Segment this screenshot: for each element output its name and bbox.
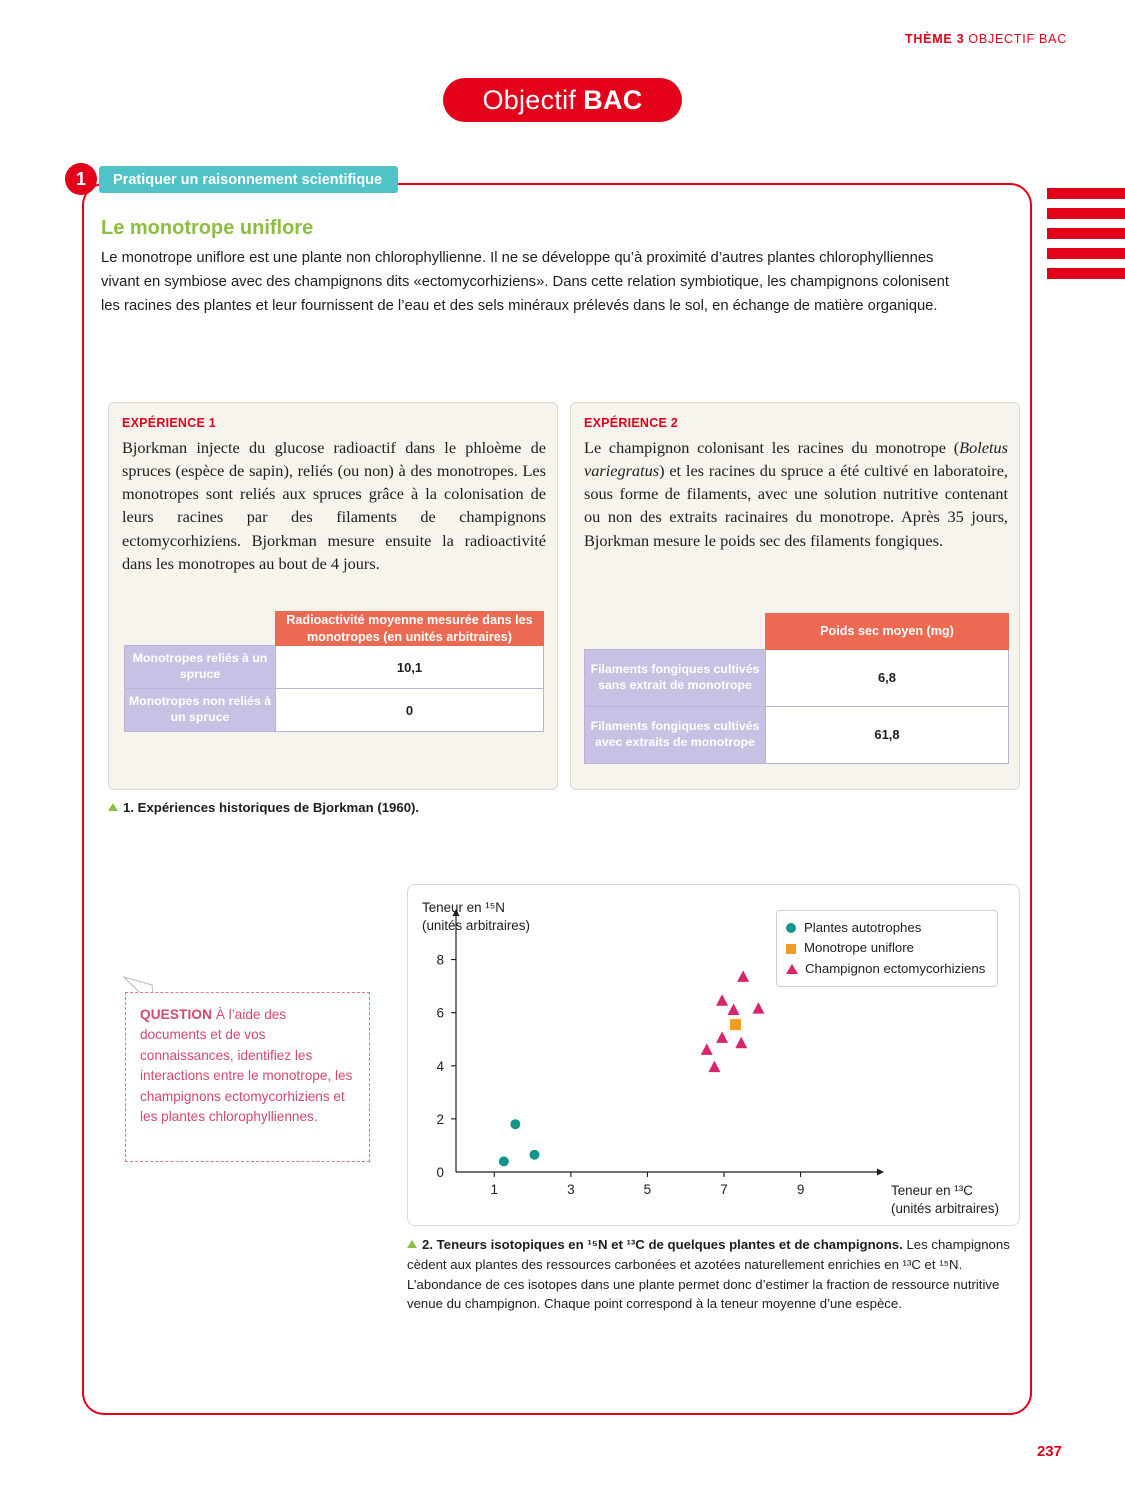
chart-x-axis-label-line2: (unités arbitraires) xyxy=(891,1201,999,1217)
table2-row2-label: Filaments fongiques cultivés avec extraits de monotrope xyxy=(585,706,766,763)
chart-y-axis-label-line2: (unités arbitraires) xyxy=(422,918,530,934)
table-row xyxy=(125,646,544,689)
svg-text:5: 5 xyxy=(643,1182,652,1197)
svg-text:0: 0 xyxy=(436,1165,444,1180)
chart-x-axis-label-line1: Teneur en ¹³C xyxy=(891,1183,973,1198)
svg-text:4: 4 xyxy=(436,1058,444,1074)
experience-2-box xyxy=(570,402,1020,790)
table1-header: Radioactivité moyenne mesurée dans les monotropes (en unités arbitraires) xyxy=(276,612,544,646)
figure-2-caption xyxy=(407,1235,1020,1314)
figure-2-caption-text: Les champignons cèdent aux plantes des ressources carbonées et azotées naturellement enrichies en ¹³C et ¹⁵N. L’abondance de ces isotopes dans une plante permet donc d’estimer la fraction de ressource nutritive venue du champignon. Chaque point correspond à la teneur moyenne d’une espèce. xyxy=(407,1237,1010,1312)
chart-y-axis-label-line1: Teneur en ¹⁵N xyxy=(422,900,505,915)
experience-2-label: EXPÉRIENCE 2 xyxy=(584,416,679,430)
table-row xyxy=(585,649,1009,706)
svg-text:1: 1 xyxy=(490,1182,499,1197)
svg-text:9: 9 xyxy=(796,1182,805,1197)
table2-header: Poids sec moyen (mg) xyxy=(766,614,1009,650)
chart-plot-area xyxy=(408,885,1019,1225)
page-header xyxy=(905,32,1067,46)
question-keyword: QUESTION xyxy=(140,1007,213,1022)
legend-label-champignon: Champignon ectomycorhiziens xyxy=(805,960,986,976)
header-objective: OBJECTIF BAC xyxy=(968,32,1067,46)
experience-2-text-before: Le champignon colonisant les racines du monotrope ( xyxy=(584,438,960,457)
header-theme: THÈME 3 xyxy=(904,32,965,46)
svg-text:6: 6 xyxy=(436,1005,444,1021)
section-title: Le monotrope uniflore xyxy=(101,217,314,239)
experience-2-text xyxy=(584,436,1008,552)
intro-paragraph: Le monotrope uniflore est une plante non chlorophyllienne. Il ne se développe qu’à proximité d’autres plantes chlorophylliennes vivant en symbiose avec des champignons dits «ectomycorhiziens». Dans cette relation symbiotique, les champignons colonisent les racines des plantes et leur fournissent de l’eau et des sels minéraux prélevés dans le sol, en échange de matière organique. xyxy=(101,250,949,314)
experience-2-table xyxy=(584,613,1009,764)
decorative-stripes xyxy=(1047,188,1125,312)
chart-container xyxy=(407,884,1020,1226)
page-title-light: Objectif xyxy=(482,84,577,115)
activity-container xyxy=(82,183,1032,1415)
page-title-bold: BAC xyxy=(583,84,643,115)
svg-text:3: 3 xyxy=(567,1182,575,1197)
experience-2-text-after: ) et les racines du spruce a été cultivé en laboratoire, sous forme de filaments, avec une solution nutritive contenant ou non des extraits racinaires du monotrope. Après 35 jours, Bjorkman mesure le poids sec des filaments fongiques. xyxy=(584,461,1008,550)
table-row xyxy=(585,706,1009,763)
figure-2-caption-bold: 2. Teneurs isotopiques en ¹⁵N et ¹³C de quelques plantes et de champignons. xyxy=(422,1237,903,1252)
legend-label-monotrope: Monotrope uniflore xyxy=(804,940,914,956)
page-title xyxy=(443,78,682,122)
figure-1-caption-text: 1. Expériences historiques de Bjorkman (1960). xyxy=(123,800,420,815)
svg-text:2: 2 xyxy=(436,1111,444,1127)
experience-1-box xyxy=(108,402,558,790)
table1-row1-value: 10,1 xyxy=(276,646,544,689)
legend-label-plantes: Plantes autotrophes xyxy=(804,920,922,935)
page-number: 237 xyxy=(1036,1443,1062,1460)
activity-label: Pratiquer un raisonnement scientifique xyxy=(99,166,398,193)
triangle-icon xyxy=(407,1240,417,1248)
experience-1-label: EXPÉRIENCE 1 xyxy=(122,416,217,430)
experience-1-text: Bjorkman injecte du glucose radioactif dans le phloème de spruces (espèce de sapin), reliés (ou non) à des monotropes. Les monotropes sont reliés aux spruces grâce à la colonisation de leurs racines par des filaments de champignons ectomycorhiziens. Bjorkman mesure ensuite la radioactivité dans les monotropes au bout de 4 jours. xyxy=(122,438,546,573)
table2-row1-label: Filaments fongiques cultivés sans extrait de monotrope xyxy=(585,649,766,706)
table1-row1-label: Monotropes reliés à un spruce xyxy=(125,646,276,689)
table1-row2-label: Monotropes non reliés à un spruce xyxy=(125,689,276,732)
experience-2-species: Boletus variegratus xyxy=(584,438,1008,481)
svg-text:8: 8 xyxy=(436,952,444,968)
table2-row1-value: 6,8 xyxy=(766,649,1009,706)
question-text: À l’aide des documents et de vos connaissances, identifiez les interactions entre le monotrope, les champignons ectomycorhiziens et les plantes chlorophylliennes. xyxy=(140,1007,353,1124)
svg-text:7: 7 xyxy=(720,1182,728,1197)
experience-1-table xyxy=(124,611,544,732)
activity-number-badge: 1 xyxy=(65,163,97,195)
table2-row2-value: 61,8 xyxy=(766,706,1009,763)
table-row xyxy=(125,689,544,732)
figure-1-caption xyxy=(108,800,419,815)
triangle-icon xyxy=(108,803,118,811)
table1-row2-value: 0 xyxy=(276,689,544,732)
question-box xyxy=(125,992,370,1162)
